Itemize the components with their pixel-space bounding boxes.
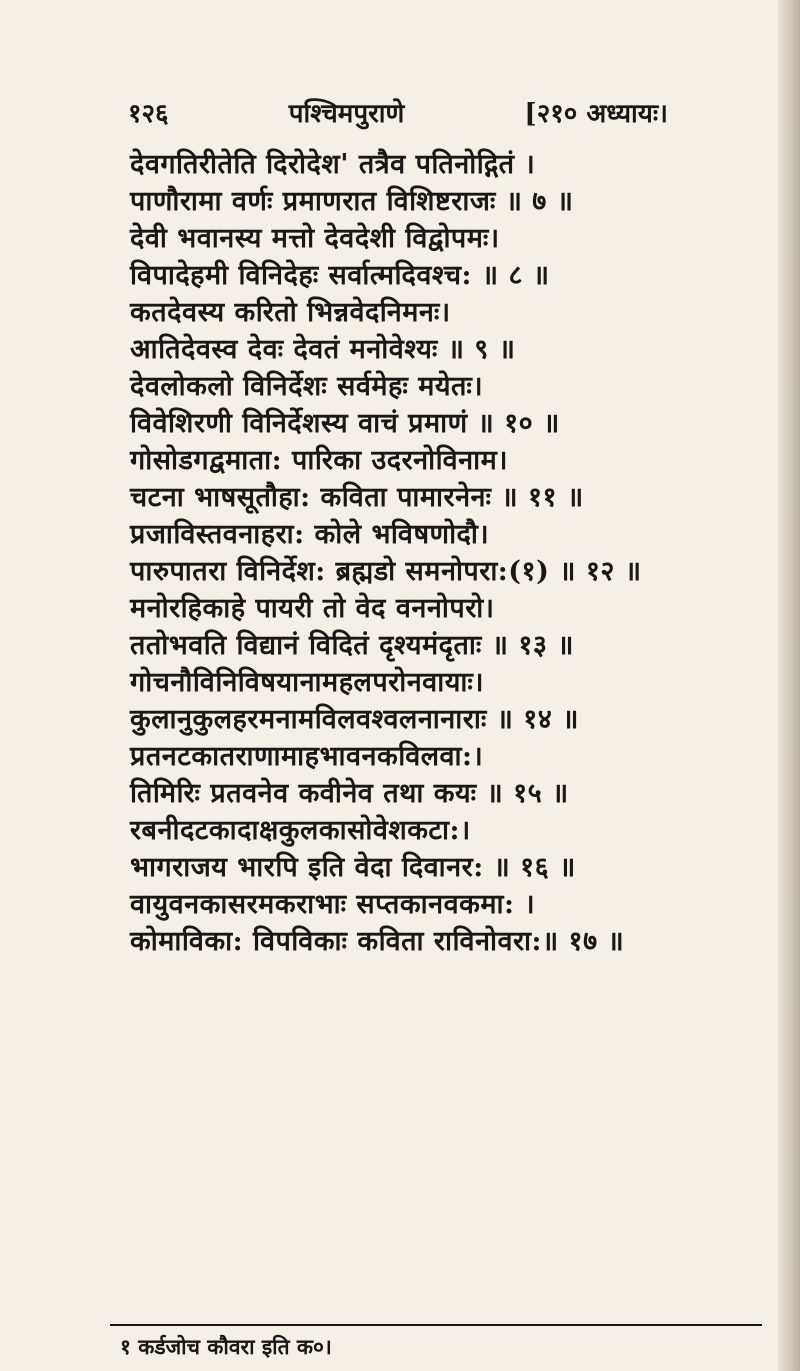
running-header <box>128 92 668 132</box>
text-line: ततोभवति विद्यानं विदितं दृश्यमंदृताः ॥ १३ ॥ <box>130 630 574 661</box>
text-line: मनोरहिकाहे पायरी तो वेद वननोपरो। <box>130 593 495 624</box>
text-line: कोमाविका: विपविकाः कविता राविनोवरा:॥ १७ ॥ <box>130 926 625 957</box>
text-line: पारुपातरा विनिर्देश: ब्रह्मडो समनोपरा:(१) ॥ १२ ॥ <box>130 556 642 587</box>
footnote: १ कर्डजोच कौवरा इति क०। <box>120 1334 332 1359</box>
text-line: प्रजाविस्तवनाहरा: कोले भविषणोदौ। <box>130 519 490 550</box>
text-line: चटना भाषसूतौहा: कविता पामारनेनः ॥ ११ ॥ <box>130 482 584 513</box>
text-line: कुलानुकुलहरमनामविलवश्वलनानाराः ॥ १४ ॥ <box>130 704 579 735</box>
footnote-divider <box>110 1324 762 1326</box>
text-line: भागराजय भारपि इति वेदा दिवानर: ॥ १६ ॥ <box>130 852 576 883</box>
text-line: प्रतनटकातराणामाहभावनकविलवा:। <box>130 741 484 772</box>
text-line: कतदेवस्य करितो भिन्नवेदनिमनः। <box>130 297 451 328</box>
text-line: वायुवनकासरमकराभाः सप्तकानवकमा: । <box>130 889 536 920</box>
text-line: विपादेहमी विनिदेहः सर्वात्मदिवश्च: ॥ ८ ॥ <box>130 260 550 291</box>
text-line: देवलोकलो विनिर्देशः सर्वमेहः मयेतः। <box>130 371 484 402</box>
text-line: विवेशिरणी विनिर्देशस्य वाचं प्रमाणं ॥ १० ॥ <box>130 408 560 439</box>
chapter-reference: [२१० अध्यायः। <box>524 99 668 129</box>
page-spine-edge <box>778 0 800 1371</box>
running-title: पश्चिमपुराणे <box>288 99 405 129</box>
text-line: तिमिरिः प्रतवनेव कवीनेव तथा कयः ॥ १५ ॥ <box>130 778 569 809</box>
text-line: रबनीदटकादाक्षकुलकासोवेशकटा:। <box>130 815 471 846</box>
verse-text-block <box>130 146 770 960</box>
text-line: आतिदेवस्व देवः देवतं मनोवेश्यः ॥ ९ ॥ <box>130 334 516 365</box>
text-line: गोचनौविनिविषयानामहलपरोनवायाः। <box>130 667 485 698</box>
text-line: पाणौरामा वर्णः प्रमाणरात विशिष्टराजः ॥ ७ ॥ <box>130 186 574 217</box>
page-number: १२६ <box>128 99 169 129</box>
text-line: देवी भवानस्य मत्तो देवदेशी विद्वोपमः। <box>130 223 500 254</box>
text-line: गोसोडगद्वमाता: पारिका उदरनोविनाम। <box>130 445 509 476</box>
text-line: देवगतिरीतेति दिरोदेश' तत्रैव पतिनोद्गितं । <box>130 149 536 180</box>
